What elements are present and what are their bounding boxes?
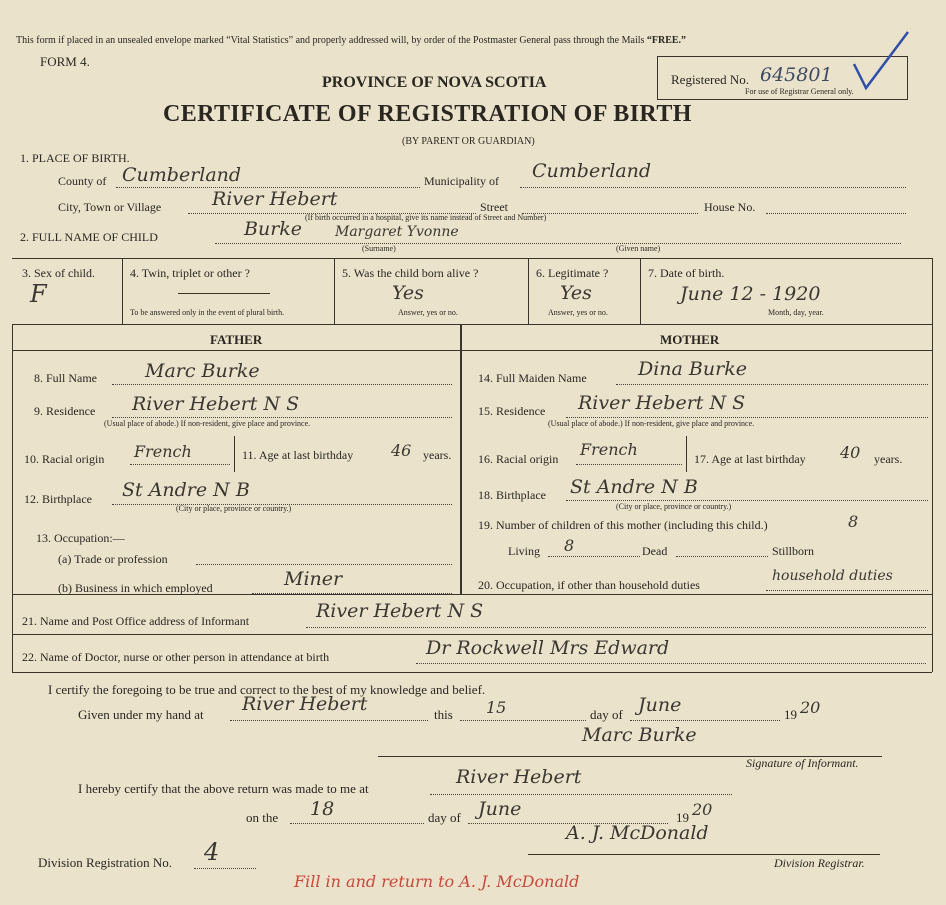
mother-occupation-label: 20. Occupation, if other than household duties [478, 578, 700, 592]
mother-name-label: 14. Full Maiden Name [478, 371, 587, 385]
check-mark-icon [850, 28, 912, 94]
registrar-note: For use of Registrar General only. [745, 87, 854, 96]
given-month-value: June [638, 694, 682, 716]
on-the-label: on the [246, 810, 279, 825]
postal-notice: This form if placed in an unsealed envelope marked “Vital Statistics” and properly addressed will, by order of the Postmaster General pass through the Mails “FREE.” [16, 35, 687, 46]
hospital-note: (If birth occurred in a hospital, give its name instead of Street and Number) [305, 213, 547, 222]
child-name-label: 2. FULL NAME OF CHILD [20, 230, 158, 244]
city-value: River Hebert [212, 188, 338, 210]
mother-birthplace-label: 18. Birthplace [478, 488, 546, 502]
given-day-value: 15 [486, 698, 507, 717]
father-heading: FATHER [210, 332, 263, 347]
twin-note: To be answered only in the event of plural birth. [130, 308, 285, 317]
given-at-place: River Hebert [242, 693, 368, 715]
father-birthplace-value: St Andre N B [122, 479, 250, 501]
red-instruction-note: Fill in and return to A. J. McDonald [294, 872, 580, 891]
informant-label: 21. Name and Post Office address of Informant [22, 614, 250, 628]
alive-value: Yes [392, 282, 424, 304]
given-year-suffix: 20 [800, 698, 821, 717]
sex-value: F [30, 280, 47, 308]
mother-occupation-value: household duties [772, 568, 893, 584]
alive-label: 5. Was the child born alive ? [342, 266, 479, 280]
father-occupation-label: 13. Occupation:— [36, 531, 125, 545]
registrar-caption: Division Registrar. [774, 856, 865, 870]
municipality-label: Municipality of [424, 174, 499, 188]
child-surname: Burke [244, 218, 303, 240]
doctor-value: Dr Rockwell Mrs Edward [426, 637, 670, 659]
living-value: 8 [564, 536, 575, 555]
place-of-birth-label: 1. PLACE OF BIRTH. [20, 151, 130, 165]
father-years-label: years. [423, 448, 452, 462]
father-residence-note: (Usual place of abode.) If non-resident, give place and province. [104, 419, 311, 428]
certificate-subtitle: (BY PARENT OR GUARDIAN) [402, 136, 535, 147]
surname-caption: (Surname) [362, 244, 396, 253]
living-label: Living [508, 544, 540, 558]
informant-value: River Hebert N S [316, 600, 484, 622]
mother-residence-value: River Hebert N S [578, 392, 746, 414]
birth-date-value: June 12 - 1920 [680, 283, 821, 305]
father-residence-label: 9. Residence [34, 404, 96, 418]
return-year-suffix: 20 [692, 800, 713, 819]
given-at-label: Given under my hand at [78, 707, 204, 722]
certification-statement: I certify the foregoing to be true and correct to the best of my knowledge and belief. [48, 682, 486, 697]
father-name-label: 8. Full Name [34, 371, 97, 385]
mother-birthplace-note: (City or place, province or country.) [616, 502, 732, 511]
mother-birthplace-value: St Andre N B [570, 476, 698, 498]
business-value: Miner [284, 568, 343, 590]
mother-residence-note: (Usual place of abode.) If non-resident, give place and province. [548, 419, 755, 428]
father-racial-label: 10. Racial origin [24, 452, 105, 466]
return-year-prefix: 19 [676, 810, 689, 825]
birth-date-label: 7. Date of birth. [648, 266, 725, 280]
trade-label: (a) Trade or profession [58, 552, 168, 566]
return-day-value: 18 [310, 798, 335, 820]
mother-age-value: 40 [840, 443, 861, 462]
city-label: City, Town or Village [58, 200, 162, 214]
sex-label: 3. Sex of child. [22, 266, 95, 280]
twin-label: 4. Twin, triplet or other ? [130, 266, 250, 280]
county-label: County of [58, 174, 107, 188]
province-heading: PROVINCE OF NOVA SCOTIA [322, 74, 547, 91]
informant-signature-caption: Signature of Informant. [746, 756, 859, 770]
informant-signature: Marc Burke [582, 724, 697, 746]
division-number-label: Division Registration No. [38, 855, 172, 870]
legitimate-value: Yes [560, 282, 592, 304]
father-birthplace-note: (City or place, province or country.) [176, 504, 292, 513]
county-value: Cumberland [122, 164, 242, 186]
business-label: (b) Business in which employed [58, 581, 213, 595]
children-count-value: 8 [848, 512, 859, 531]
registered-label: Registered No. [671, 72, 749, 87]
stillborn-label: Stillborn [772, 544, 815, 558]
return-month-value: June [478, 798, 522, 820]
alive-note: Answer, yes or no. [398, 308, 458, 317]
form-number: FORM 4. [40, 54, 90, 69]
return-place: River Hebert [456, 766, 582, 788]
registered-number: 645801 [760, 64, 833, 86]
division-number-value: 4 [204, 838, 220, 866]
mother-age-label: 17. Age at last birthday [694, 452, 806, 466]
father-name-value: Marc Burke [145, 360, 260, 382]
mother-racial-value: French [580, 440, 638, 459]
this-label: this [434, 707, 453, 722]
house-label: House No. [704, 200, 756, 214]
father-racial-value: French [134, 442, 192, 461]
birth-date-note: Month, day, year. [768, 308, 824, 317]
mother-years-label: years. [874, 452, 903, 466]
mother-heading: MOTHER [660, 332, 720, 347]
street-label: Street [480, 200, 508, 214]
mother-residence-label: 15. Residence [478, 404, 546, 418]
given-day-of-label: day of [590, 707, 623, 722]
dead-label: Dead [642, 544, 668, 558]
doctor-label: 22. Name of Doctor, nurse or other person in attendance at birth [22, 650, 330, 664]
return-day-of-label: day of [428, 810, 461, 825]
father-age-label: 11. Age at last birthday [242, 448, 354, 462]
mother-name-value: Dina Burke [638, 358, 747, 380]
return-label: I hereby certify that the above return was made to me at [78, 781, 369, 796]
given-name-caption: (Given name) [616, 244, 661, 253]
mother-racial-label: 16. Racial origin [478, 452, 559, 466]
certificate-title: CERTIFICATE OF REGISTRATION OF BIRTH [163, 101, 692, 127]
child-given-name: Margaret Yvonne [335, 224, 459, 240]
father-age-value: 46 [391, 441, 412, 460]
registrar-signature: A. J. McDonald [566, 822, 709, 844]
municipality-value: Cumberland [532, 160, 652, 182]
legitimate-label: 6. Legitimate ? [536, 266, 609, 280]
children-count-label: 19. Number of children of this mother (including this child.) [478, 518, 768, 532]
given-year-prefix: 19 [784, 707, 797, 722]
father-birthplace-label: 12. Birthplace [24, 492, 92, 506]
legitimate-note: Answer, yes or no. [548, 308, 608, 317]
father-residence-value: River Hebert N S [132, 393, 300, 415]
